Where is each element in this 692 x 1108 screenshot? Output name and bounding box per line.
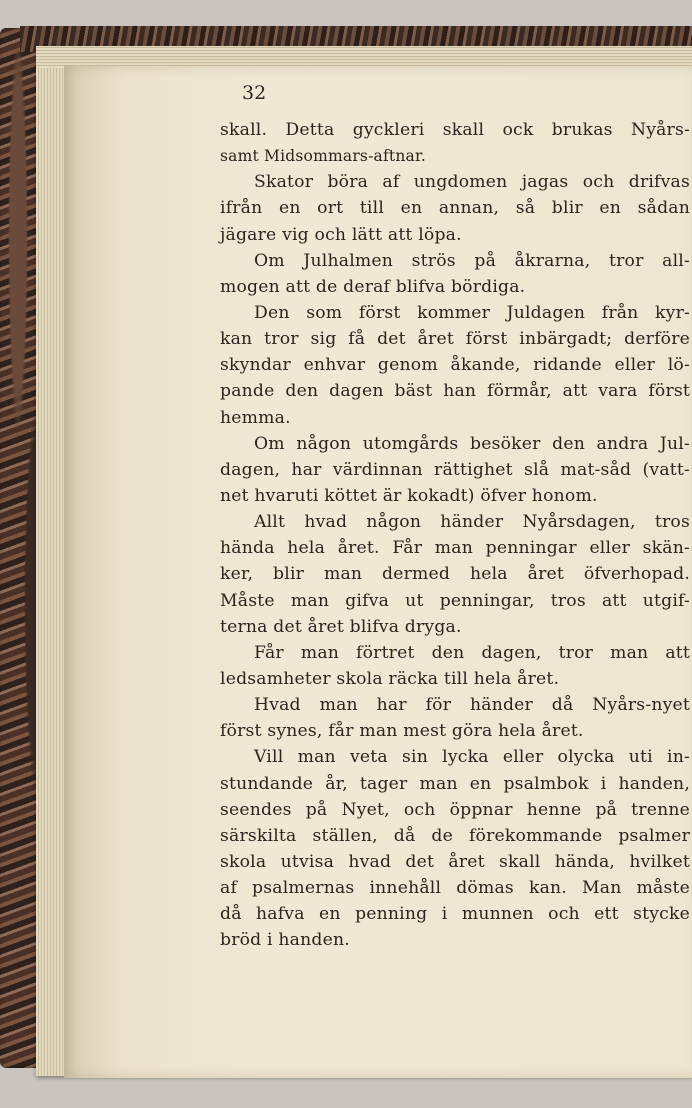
paragraph: [220, 169, 690, 247]
page-number: 32: [242, 82, 267, 104]
paragraph: [220, 431, 690, 509]
text-line: terna det året blifva dryga.: [220, 616, 462, 637]
paragraph: [220, 248, 690, 300]
text-line: seendes på Nyet, och öppnar henne på trenne: [220, 799, 690, 820]
text-line: mogen att de deraf blifva bördiga.: [220, 276, 526, 297]
page-text: [220, 117, 690, 954]
text-line: särskilta ställen, då de förekommande psalmer: [220, 825, 690, 846]
text-line: ledsamheter skola räcka till hela året.: [220, 668, 560, 689]
text-line: pande den dagen bäst han förmår, att vara först: [220, 381, 690, 402]
text-line: skall. Detta gyckleri skall ock brukas Nyårs-: [220, 120, 690, 140]
page-edges-top: [36, 46, 692, 68]
text-line: Vill man veta sin lycka eller olycka uti in-: [254, 747, 690, 768]
text-line: dagen, har värdinnan rättighet slå mat-såd (vatt-: [220, 459, 690, 480]
text-line: Allt hvad någon händer Nyårsdagen, tros: [254, 512, 690, 533]
text-line: Får man förtret den dagen, tror man att: [254, 642, 690, 663]
paragraph: [220, 744, 690, 953]
text-line: ifrån en ort till en annan, så blir en sådan: [220, 198, 690, 219]
text-line: bröd i handen.: [220, 930, 350, 951]
text-line: net hvaruti köttet är kokadt) öfver honom.: [220, 485, 598, 506]
text-line: Den som först kommer Juldagen från kyr-: [254, 302, 690, 323]
text-line: då hafva en penning i munnen och ett stycke: [220, 904, 690, 925]
text-line: af psalmernas innehåll dömas kan. Man måste: [220, 878, 690, 899]
text-line: samt Midsommars-aftnar.: [220, 147, 426, 166]
text-line: stundande år, tager man en psalmbok i handen,: [220, 773, 690, 794]
text-line: Om Julhalmen strös på åkrarna, tror all-: [254, 250, 690, 271]
text-line: först synes, får man mest göra hela året.: [220, 721, 584, 742]
text-line: Hvad man har för händer då Nyårs-nyet: [254, 695, 690, 716]
text-line: skola utvisa hvad det året skall hända, hvilket: [220, 851, 690, 872]
text-line: Måste man gifva ut penningar, tros att utgif-: [220, 590, 690, 611]
paragraph: [220, 692, 690, 744]
text-line: hemma.: [220, 407, 291, 428]
text-line: Skator böra af ungdomen jagas och drifvas: [254, 172, 690, 193]
paragraph: [220, 509, 690, 640]
text-line: jägare vig och lätt att löpa.: [220, 224, 462, 245]
text-line: hända hela året. Får man penningar eller skän-: [220, 538, 690, 559]
text-line: skyndar enhvar genom åkande, ridande eller lö-: [220, 355, 690, 376]
paragraph: [220, 117, 690, 169]
text-line: kan tror sig få det året först inbärgadt; derföre: [220, 329, 690, 350]
text-line: Om någon utomgårds besöker den andra Jul-: [254, 433, 690, 454]
text-line: ker, blir man dermed hela året öfverhopad.: [220, 564, 690, 585]
paragraph: [220, 300, 690, 431]
paragraph: [220, 640, 690, 692]
